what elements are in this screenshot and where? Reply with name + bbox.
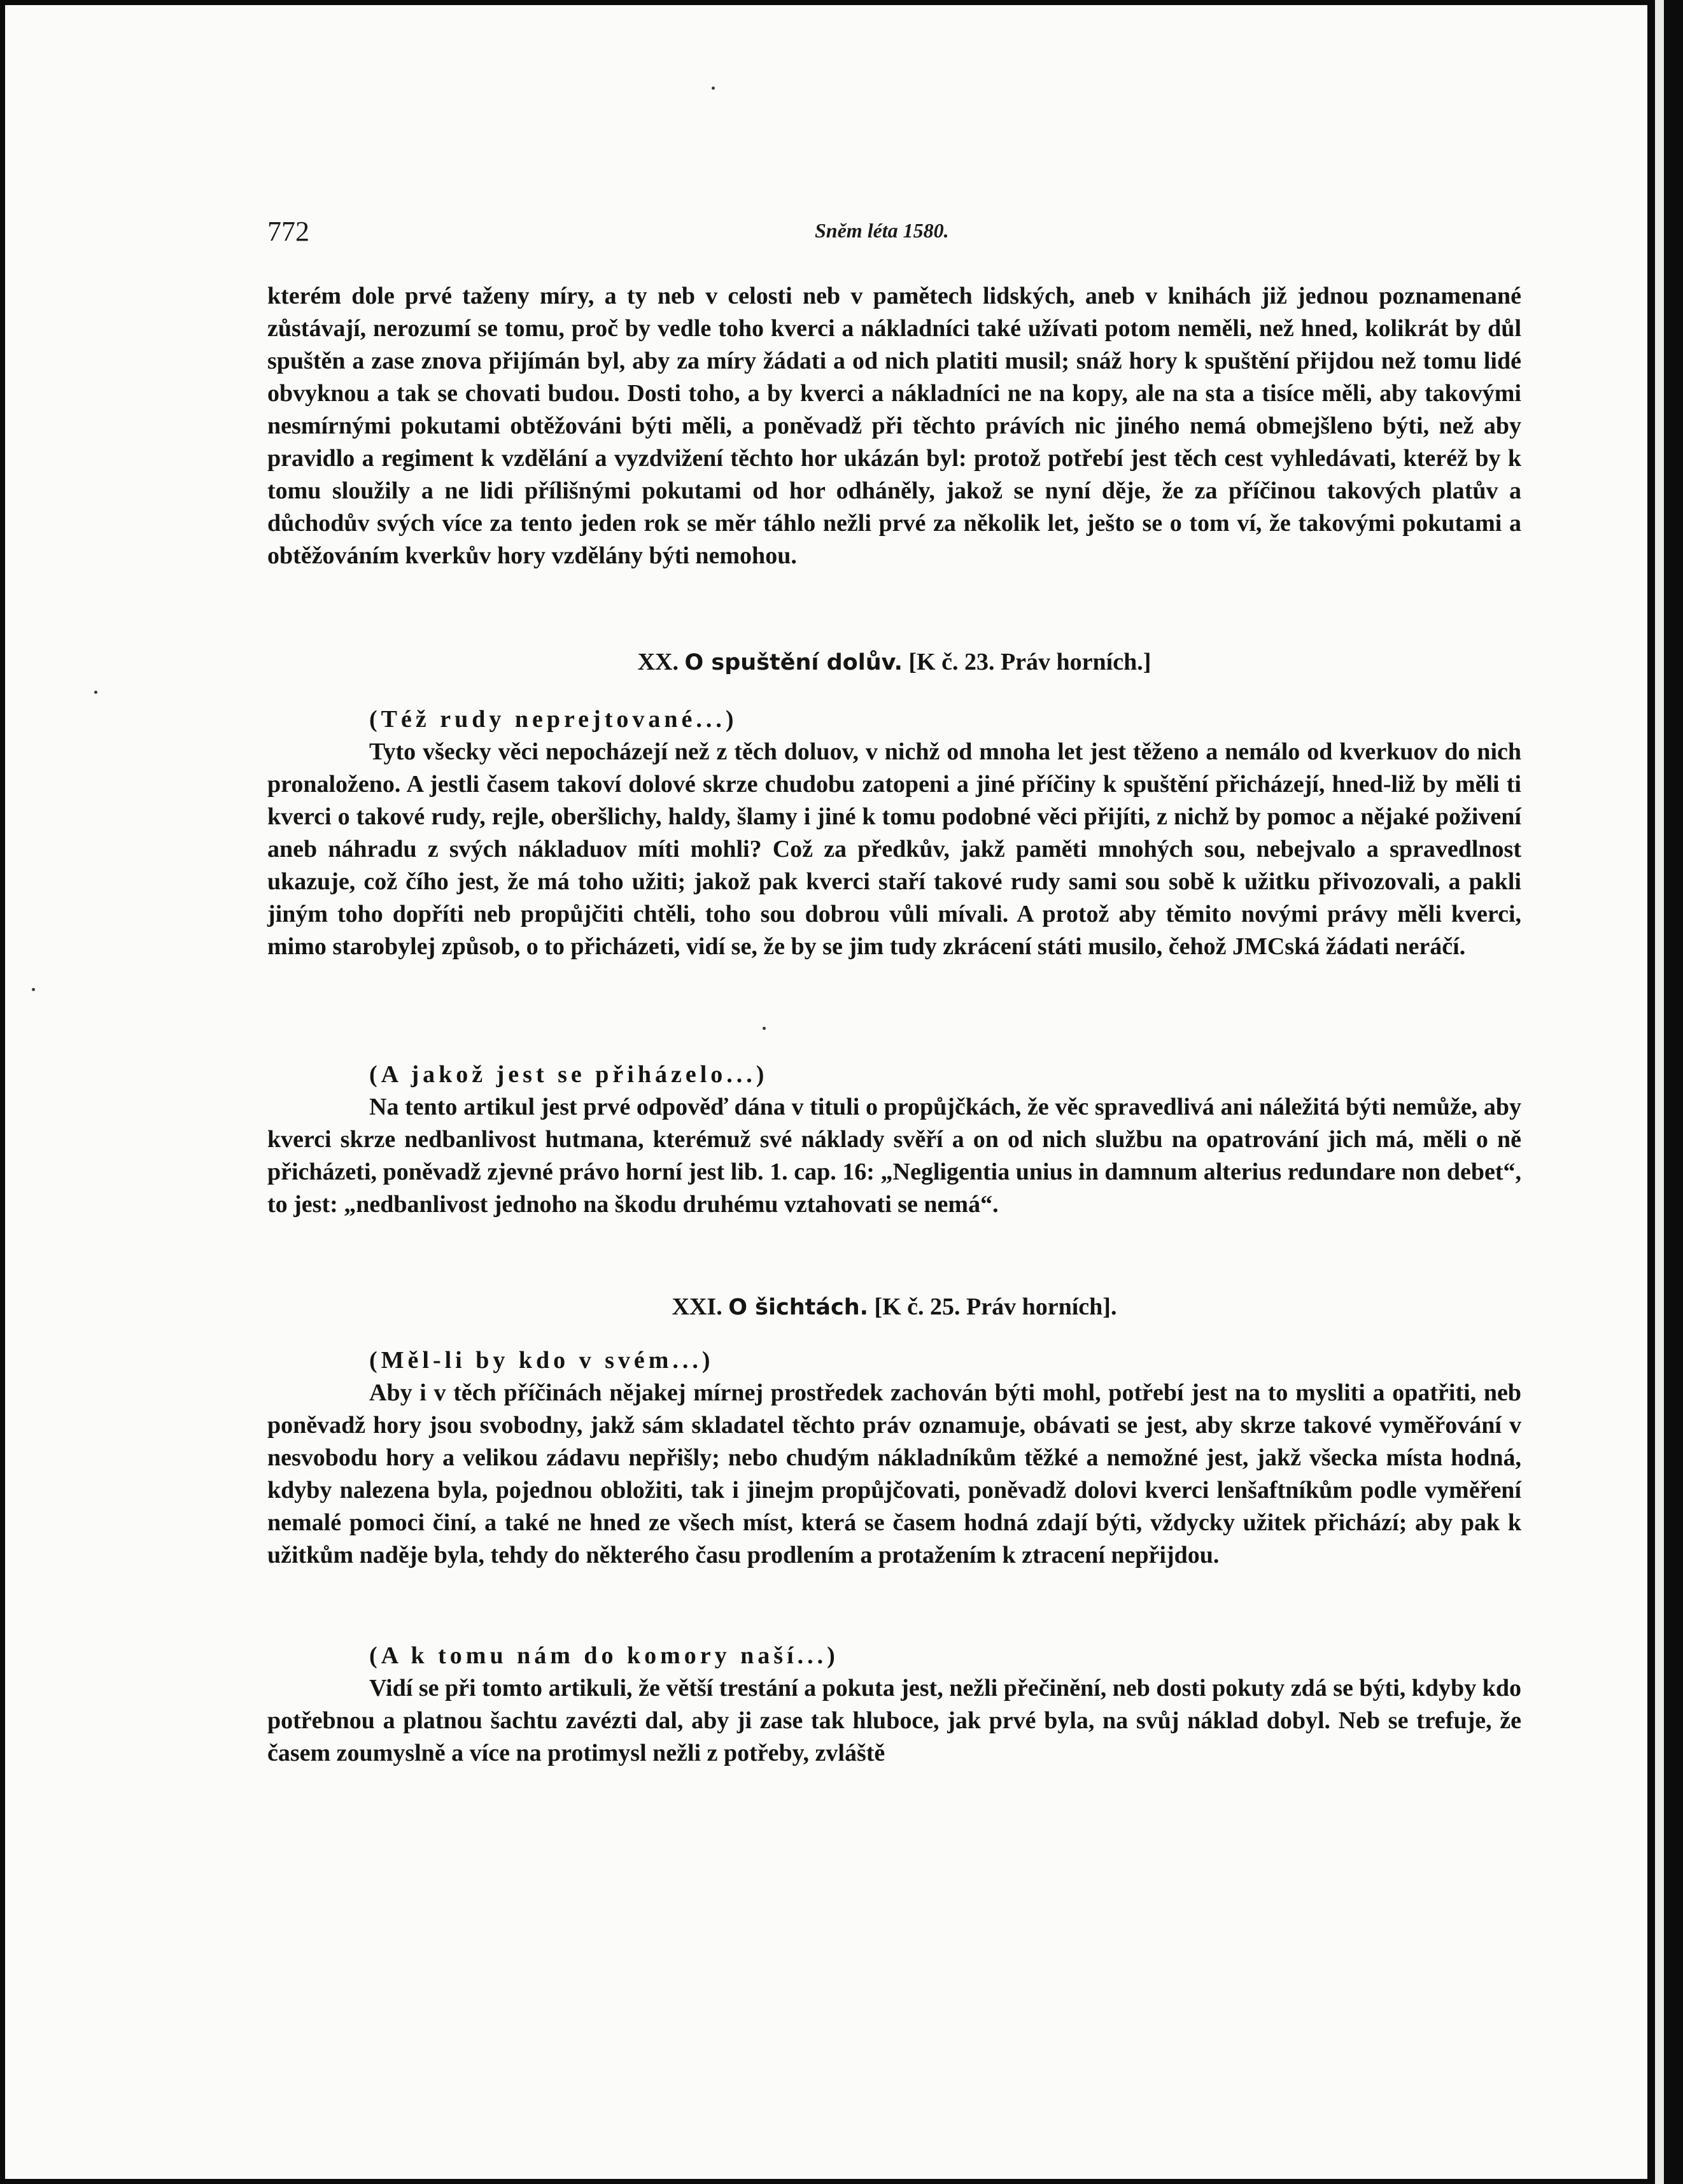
- print-speck: [763, 1027, 766, 1030]
- section-xx-heading: [267, 646, 1521, 679]
- page-number: 772: [267, 216, 309, 247]
- section-xxi-body-2: [267, 1672, 1521, 1770]
- section-xx-paragraph-2: Na tento artikul jest prvé odpověď dána v tituli o propůjčkách, že věc spravedlivá ani náležitá býti nemůže, aby kverci skrze nedbanlivost hutmana, kterémuž své náklady svěří a on od nich službu na opatrování jich má, měli o ně přicházeti, poněvadž zjevné právo horní jest lib. 1. cap. 16: „Negligentia unius in damnum alterius redundare non debet“, to jest: „nedbanlivost jednoho na škodu druhému vztahovati se nemá“.: [267, 1094, 1521, 1218]
- section-xxi-ref: [K č. 25. Práv horních].: [874, 1293, 1117, 1320]
- section-xx-lemma-2: (A jakož jest se přiházelo...): [369, 1061, 768, 1088]
- section-xxi-number: XXI.: [672, 1293, 722, 1320]
- adjacent-page-edge: [1655, 0, 1664, 2184]
- intro-paragraph: kterém dole prvé taženy míry, a ty neb v celosti neb v pamětech lidských, aneb v knihách již jednou poznamenané zůstávají, nerozumí se tomu, proč by vedle toho kverci a nákladníci také užívati potom neměli, než hned, kolikrát by důl spuštěn a zase znova přijímán byl, aby za míry žádati a od nich platiti musil; snáž hory k spuštění přijdou než tomu lidé obvyknou a tak se chovati budou. Dosti toho, a by kverci a nákladníci ne na kopy, ale na sta a tisíce měli, aby takovými nesmírnými pokutami obtěžováni býti měli, a poněvadž při těchto právích nic jiného nemá obmejšleno býti, než aby pravidlo a regiment k vzdělání a vyzdvižení těchto hor ukázán byl: protož potřebí jest těch cest vyhledávati, kteréž by k tomu sloužily a ne lidi přílišnými pokutami od hor odháněly, jakož se nyní děje, že za příčinou takových platův a důchodův svých více za tento jeden rok se měr táhlo nežli prvé za několik let, ješto se o tom ví, že takovými pokutami a obtěžováním kverkův hory vzdělány býti nemohou.: [267, 283, 1521, 569]
- section-xx-body-1: [267, 736, 1521, 963]
- print-speck: [712, 87, 715, 90]
- running-head: Sněm léta 1580.: [815, 219, 949, 242]
- print-speck: [32, 988, 35, 991]
- section-xx-lemma-1: (Též rudy neprejtované...): [369, 706, 738, 733]
- print-speck: [94, 691, 97, 694]
- section-xxi-body-1: [267, 1377, 1521, 1572]
- section-xxi-lemma-2: (A k tomu nám do komory naší...): [369, 1642, 839, 1669]
- section-xx-title: O spuštění dolův.: [684, 650, 903, 675]
- section-xx-number: XX.: [637, 649, 679, 675]
- section-xx-ref: [K č. 23. Práv horních.]: [908, 649, 1151, 675]
- intro-block: [267, 280, 1521, 572]
- section-xxi-paragraph-1: Aby i v těch příčinách nějakej mírnej prostředek zachován býti mohl, potřebí jest na to mysliti a opatřiti, neb poněvadž hory jsou svobodny, jakž sám skladatel těchto práv oznamuje, obávati se jest, aby skrze takové vyměřování v nesvobodu hory a velikou zádavu nepřišly; nebo chudým nákladníkům těžké a nemožné jest, jakž všecka místa hodná, kdyby nalezena byla, pojednou obložiti, tak i jinejm propůjčovati, poněvadž dolovi kverci lenšaftníkům podle vyměření nemalé pomoci činí, a také ne hned ze všech míst, která se časem hodná zdají býti, vždycky užitek přichází; aby pak k užitkům naděje byla, tehdy do některého času prodlením a protažením k ztracení nepřijdou.: [267, 1379, 1521, 1568]
- section-xx-body-2: [267, 1091, 1521, 1221]
- section-xx-paragraph-1: Tyto všecky věci nepocházejí než z těch doluov, v nichž od mnoha let jest těženo a nemálo od kverkuov do nich pronaloženo. A jestli časem takoví dolové skrze chudobu zatopeni a jiné příčiny k spuštění přicházejí, hned-liž by měli ti kverci o takové rudy, rejle, oberšlichy, haldy, šlamy i jiné k tomu podobné věci přijíti, z nichž by pomoc a nějaké poživení aneb náhradu z svých nákladuov míti mohli? Což za předkův, jakž paměti mnohých sou, nebejvalo a spravedlnost ukazuje, což čího jest, že má toho užiti; jakož pak kverci staří takové rudy sami sou sobě k užitku přivozovali, a pakli jiným toho dopříti neb propůjčiti chtěli, toho sou dobrou vůli mívali. A protož aby těmito novými právy měli kverci, mimo starobylej způsob, o to přicházeti, vidí se, že by se jim tudy zkrácení státi musilo, čehož JMCská žádati neráčí.: [267, 738, 1521, 960]
- section-xxi-title: O šichtách.: [728, 1295, 868, 1320]
- section-xxi-paragraph-2: Vidí se při tomto artikuli, že větší trestání a pokuta jest, nežli přečinění, neb dosti pokuty zdá se býti, kdyby kdo potřebnou a platnou šachtu zavézti dal, aby ji zase tak hluboce, jak prvé byla, na svůj náklad dobyl. Neb se trefuje, že časem zoumyslně a více na protimysl nežli z potřeby, zvláště: [267, 1675, 1521, 1766]
- page-header: [267, 215, 1528, 253]
- section-xxi-heading: [267, 1291, 1521, 1324]
- section-xxi-lemma-1: (Měl-li by kdo v svém...): [369, 1347, 714, 1374]
